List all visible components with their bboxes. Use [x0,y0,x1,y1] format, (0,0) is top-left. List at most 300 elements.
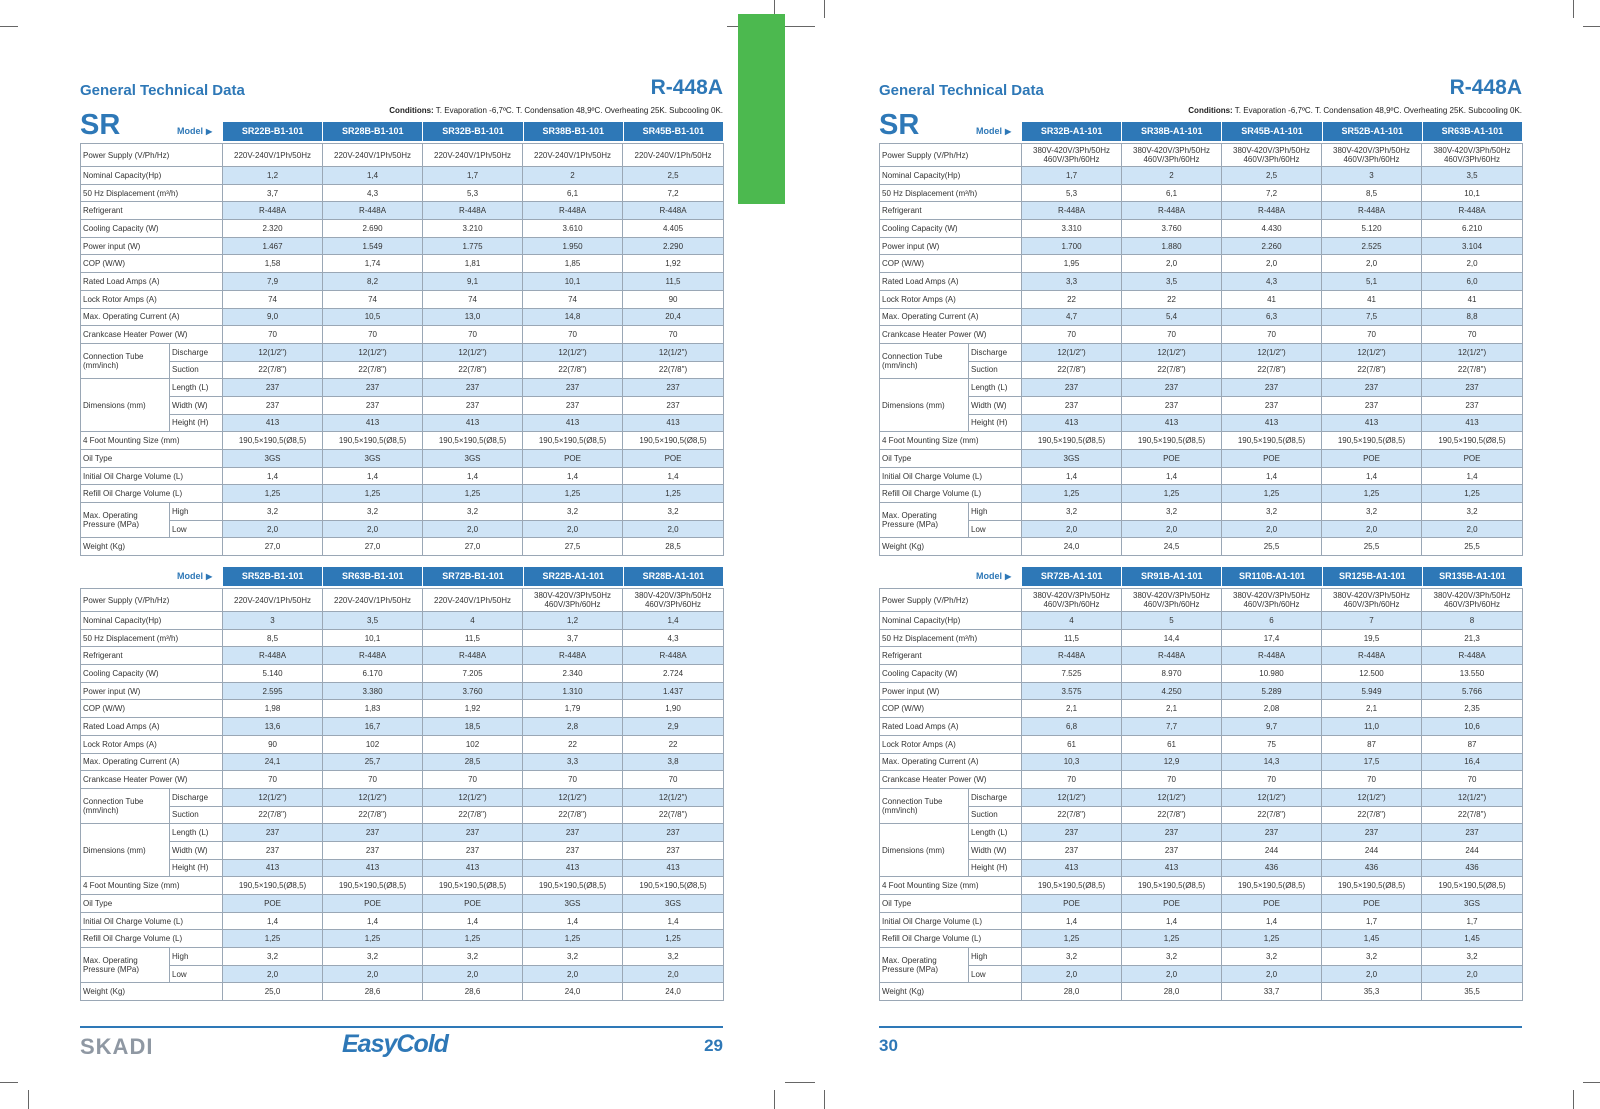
spec-value-cell: 70 [623,326,724,344]
spec-value-cell: 70 [1322,326,1422,344]
spec-value-cell: 6 [1222,612,1322,630]
spec-value-cell: 237 [1022,824,1122,842]
spec-value-cell: 1,25 [323,485,423,503]
spec-value-cell: POE [323,895,423,913]
spec-value-cell: 1,4 [523,467,623,485]
spec-value-cell: 22(7/8") [323,361,423,379]
row-label: 4 Foot Mounting Size (mm) [81,877,223,895]
row-label: COP (W/W) [81,700,223,718]
spec-row [81,753,724,771]
spec-value-cell: 380V-420V/3Ph/50Hz 460V/3Ph/60Hz [1422,144,1523,167]
spec-value-cell: 2.724 [623,665,724,683]
spec-value-cell: 2.340 [523,665,623,683]
spec-value-cell: 1,81 [423,255,523,273]
spec-value-cell: 1,79 [523,700,623,718]
row-label: Weight (Kg) [81,983,223,1001]
easycold-logo: EasyCold [342,1030,448,1058]
spec-value-cell: 70 [1422,771,1523,789]
row-label: Cooling Capacity (W) [81,665,223,683]
row-group-label: Connection Tube (mm/inch) [81,343,170,378]
row-sub-label: Low [969,520,1022,538]
spec-value-cell: 220V-240V/1Ph/50Hz [323,144,423,167]
spec-value-cell: 10,1 [523,273,623,291]
spec-value-cell: 70 [423,326,523,344]
spec-value-cell: 2,0 [223,520,323,538]
spec-row [880,503,1523,521]
spec-value-cell: 1,2 [523,612,623,630]
spec-value-cell: 12(1/2") [1222,343,1322,361]
spec-value-cell: 1.880 [1122,237,1222,255]
spec-value-cell: 237 [623,396,724,414]
row-group-label: Max. Operating Pressure (MPa) [81,948,170,983]
triangle-right-icon: ▶ [206,127,213,136]
spec-value-cell: R-448A [623,647,724,665]
row-label: Initial Oil Charge Volume (L) [880,467,1022,485]
spec-value-cell: 25,0 [223,983,323,1001]
spec-value-cell: 24,0 [1022,538,1122,556]
spec-row [81,629,724,647]
spec-value-cell: 3GS [1422,895,1523,913]
spec-value-cell: 3GS [523,895,623,913]
spec-value-cell: 1,7 [423,167,523,185]
spec-value-cell: 4,3 [323,184,423,202]
model-columns [1021,567,1522,586]
model-column-header: SR28B-A1-101 [623,567,723,586]
spec-value-cell: 2,0 [1222,965,1322,983]
row-sub-label: Width (W) [969,841,1022,859]
row-label: Rated Load Amps (A) [81,273,223,291]
spec-value-cell: 1,4 [223,467,323,485]
spec-value-cell: 2,0 [1422,520,1523,538]
spec-value-cell: 12(1/2") [623,788,724,806]
spec-row [880,343,1523,361]
spec-value-cell: 2,0 [423,520,523,538]
spec-value-cell: 3,2 [223,503,323,521]
spec-row [81,895,724,913]
conditions-text: T. Evaporation -6,7ºC. T. Condensation 48,9ºC. Overheating 25K. Subcooling 0K. [435,106,723,115]
spec-value-cell: 41 [1422,290,1523,308]
spec-value-cell: 190,5×190,5(Ø8,5) [623,877,724,895]
spec-row [880,718,1523,736]
spec-row [81,824,724,842]
spec-value-cell: 237 [1022,396,1122,414]
spec-row [81,859,724,877]
spec-row [880,167,1523,185]
spec-value-cell: 413 [1122,414,1222,432]
spec-value-cell: 2.320 [223,220,323,238]
crop-mark [28,1090,29,1109]
spec-value-cell: 1,25 [223,930,323,948]
spec-row [880,612,1523,630]
model-header-row [80,567,723,586]
spec-row [880,859,1523,877]
row-label: Crankcase Heater Power (W) [81,771,223,789]
spec-value-cell: 1,25 [1122,930,1222,948]
row-group-label: Max. Operating Pressure (MPa) [880,948,969,983]
spec-value-cell: 3,5 [323,612,423,630]
spec-value-cell: 2,9 [623,718,724,736]
spec-value-cell: 74 [323,290,423,308]
spec-value-cell: 2,0 [423,965,523,983]
spec-value-cell: 237 [523,841,623,859]
row-sub-label: High [969,948,1022,966]
model-column-header: SR52B-B1-101 [222,567,322,586]
model-column-header: SR22B-A1-101 [523,567,623,586]
spec-row [880,647,1523,665]
spec-value-cell: 4.405 [623,220,724,238]
spec-value-cell: 190,5×190,5(Ø8,5) [323,877,423,895]
spec-value-cell: 413 [1022,414,1122,432]
row-label: Rated Load Amps (A) [880,273,1022,291]
model-column-header: SR63B-A1-101 [1422,122,1522,141]
conditions-text: T. Evaporation -6,7ºC. T. Condensation 48,9ºC. Overheating 25K. Subcooling 0K. [1234,106,1522,115]
spec-value-cell: 5.766 [1422,682,1523,700]
row-label: 50 Hz Displacement (m³/h) [880,629,1022,647]
spec-value-cell: 2,0 [1422,965,1523,983]
crop-mark [1583,1082,1600,1083]
spec-row [880,930,1523,948]
conditions-label: Conditions: [1188,106,1233,115]
spec-value-cell: 4.250 [1122,682,1222,700]
spec-value-cell: 1,25 [1222,485,1322,503]
row-label: Crankcase Heater Power (W) [81,326,223,344]
spec-value-cell: 190,5×190,5(Ø8,5) [223,877,323,895]
spec-value-cell: 3,8 [623,753,724,771]
spec-value-cell: 12(1/2") [1322,788,1422,806]
row-sub-label: Discharge [969,788,1022,806]
spec-value-cell: 190,5×190,5(Ø8,5) [1422,877,1523,895]
model-column-header: SR45B-B1-101 [623,122,723,141]
spec-value-cell: 8,8 [1422,308,1523,326]
spec-value-cell: R-448A [423,202,523,220]
spec-value-cell: 27,0 [223,538,323,556]
spec-value-cell: 5,1 [1322,273,1422,291]
spec-value-cell: 25,5 [1222,538,1322,556]
spec-value-cell: 380V-420V/3Ph/50Hz 460V/3Ph/60Hz [1222,589,1322,612]
spec-value-cell: R-448A [1222,202,1322,220]
row-label: Power Supply (V/Ph/Hz) [880,589,1022,612]
spec-value-cell: 33,7 [1222,983,1322,1001]
model-column-header: SR72B-B1-101 [422,567,522,586]
row-sub-label: Low [170,965,223,983]
crop-mark [1573,1090,1574,1109]
spec-value-cell: POE [1122,450,1222,468]
spec-value-cell: 237 [623,824,724,842]
spec-value-cell: 3.310 [1022,220,1122,238]
model-header-row [80,122,723,141]
spec-value-cell: 12(1/2") [1022,788,1122,806]
spec-value-cell: R-448A [623,202,724,220]
spec-value-cell: 1,25 [623,930,724,948]
spec-value-cell: 24,1 [223,753,323,771]
spec-value-cell: R-448A [1422,647,1523,665]
spec-value-cell: 2,08 [1222,700,1322,718]
model-columns [1021,122,1522,141]
spec-value-cell: 2,0 [1122,965,1222,983]
spec-value-cell: 8 [1422,612,1523,630]
spec-block [879,122,1522,556]
spec-value-cell: 3,2 [423,948,523,966]
spec-value-cell: 20,4 [623,308,724,326]
spec-value-cell: 413 [223,414,323,432]
spec-value-cell: 237 [423,841,523,859]
row-label: Refill Oil Charge Volume (L) [880,930,1022,948]
spec-value-cell: 1,4 [623,912,724,930]
spec-value-cell: 3,5 [1122,273,1222,291]
conditions-note [1188,106,1522,115]
spec-value-cell: 413 [523,859,623,877]
row-label: Power input (W) [880,682,1022,700]
spec-value-cell: 13,0 [423,308,523,326]
spec-value-cell: 237 [1122,379,1222,397]
spec-value-cell: 237 [623,841,724,859]
spec-value-cell: 28,6 [423,983,523,1001]
spec-row [81,589,724,612]
page-title: General Technical Data [879,82,1044,99]
spec-value-cell: POE [1322,895,1422,913]
spec-value-cell: 90 [223,735,323,753]
spec-value-cell: 12.500 [1322,665,1422,683]
spec-row [81,432,724,450]
spec-value-cell: 27,0 [423,538,523,556]
spec-value-cell: 12(1/2") [323,343,423,361]
spec-row [880,273,1523,291]
spec-value-cell: 70 [523,326,623,344]
spec-value-cell: 22(7/8") [623,806,724,824]
footer-rule [80,1026,723,1028]
spec-value-cell: 14,3 [1222,753,1322,771]
spec-value-cell: R-448A [223,647,323,665]
spec-value-cell: 1,7 [1322,912,1422,930]
spec-value-cell: 4,3 [1222,273,1322,291]
spec-value-cell: 6,0 [1422,273,1523,291]
spec-value-cell: 22(7/8") [1322,806,1422,824]
crop-mark [785,1082,815,1083]
spec-value-cell: 8,5 [1322,184,1422,202]
spec-value-cell: 190,5×190,5(Ø8,5) [1022,432,1122,450]
spec-value-cell: 220V-240V/1Ph/50Hz [423,589,523,612]
spec-value-cell: 22 [623,735,724,753]
row-group-label: Dimensions (mm) [880,824,969,877]
spec-value-cell: 3.575 [1022,682,1122,700]
spec-value-cell: 18,5 [423,718,523,736]
spec-value-cell: 1,4 [1222,467,1322,485]
spec-value-cell: 190,5×190,5(Ø8,5) [423,877,523,895]
spec-value-cell: 11,0 [1322,718,1422,736]
spec-value-cell: 13,6 [223,718,323,736]
spec-value-cell: 22(7/8") [523,361,623,379]
spec-value-cell: 2 [1122,167,1222,185]
row-sub-label: Width (W) [170,841,223,859]
spec-value-cell: 35,5 [1422,983,1523,1001]
spec-value-cell: 413 [623,414,724,432]
spec-value-cell: 1,2 [223,167,323,185]
spec-value-cell: POE [1322,450,1422,468]
spec-value-cell: 237 [223,379,323,397]
spec-value-cell: 3,2 [523,503,623,521]
spec-value-cell: 28,0 [1022,983,1122,1001]
spec-value-cell: 2,0 [323,965,423,983]
spec-value-cell: 380V-420V/3Ph/50Hz 460V/3Ph/60Hz [623,589,724,612]
spec-row [81,503,724,521]
spec-value-cell: 237 [523,396,623,414]
spec-row [81,396,724,414]
spec-value-cell: 4.430 [1222,220,1322,238]
row-label: Refill Oil Charge Volume (L) [81,485,223,503]
spec-value-cell: 3,2 [523,948,623,966]
spec-value-cell: 8.970 [1122,665,1222,683]
spec-value-cell: 2,0 [1322,520,1422,538]
spec-value-cell: 3,2 [1022,503,1122,521]
spec-value-cell: 8,2 [323,273,423,291]
row-sub-label: Suction [969,806,1022,824]
model-column-header: SR45B-A1-101 [1221,122,1321,141]
spec-value-cell: 61 [1022,735,1122,753]
spec-value-cell: 6,1 [1122,184,1222,202]
spec-value-cell: 41 [1322,290,1422,308]
model-columns [222,567,723,586]
spec-value-cell: 5.949 [1322,682,1422,700]
spec-value-cell: 1,25 [1122,485,1222,503]
spec-value-cell: 12(1/2") [623,343,724,361]
spec-row [81,841,724,859]
row-label: Refill Oil Charge Volume (L) [880,485,1022,503]
spec-value-cell: R-448A [323,647,423,665]
spec-value-cell: 75 [1222,735,1322,753]
triangle-right-icon: ▶ [206,572,213,581]
spec-value-cell: 190,5×190,5(Ø8,5) [423,432,523,450]
spec-value-cell: 244 [1322,841,1422,859]
row-group-label: Max. Operating Pressure (MPa) [81,503,170,538]
spec-value-cell: 9,1 [423,273,523,291]
spec-value-cell: 1,25 [1422,485,1523,503]
spec-value-cell: 28,6 [323,983,423,1001]
conditions-note [389,106,723,115]
model-column-header: SR32B-B1-101 [422,122,522,141]
spec-value-cell: 413 [323,414,423,432]
spec-row [81,237,724,255]
spec-value-cell: 7,5 [1322,308,1422,326]
spec-row [880,396,1523,414]
spec-value-cell: 1.467 [223,237,323,255]
spec-value-cell: 22(7/8") [1022,806,1122,824]
spec-value-cell: 190,5×190,5(Ø8,5) [323,432,423,450]
spec-value-cell: 3GS [323,450,423,468]
spec-row [81,343,724,361]
spec-value-cell: 1.437 [623,682,724,700]
spec-value-cell: 87 [1422,735,1523,753]
spec-value-cell: 413 [623,859,724,877]
spec-value-cell: 1,7 [1422,912,1523,930]
spec-value-cell: 2,8 [523,718,623,736]
spec-row [880,255,1523,273]
row-label: Initial Oil Charge Volume (L) [81,912,223,930]
spec-value-cell: 5.120 [1322,220,1422,238]
spec-value-cell: 1,25 [423,930,523,948]
row-label: Nominal Capacity(Hp) [81,612,223,630]
spec-value-cell: 380V-420V/3Ph/50Hz 460V/3Ph/60Hz [1322,589,1422,612]
row-label: Lock Rotor Amps (A) [81,735,223,753]
spec-value-cell: R-448A [1322,202,1422,220]
spec-value-cell: 10.980 [1222,665,1322,683]
spec-block [80,567,723,1001]
row-label: Oil Type [81,450,223,468]
spec-value-cell: 22(7/8") [1122,806,1222,824]
row-label: Oil Type [880,895,1022,913]
model-column-header: SR110B-A1-101 [1221,567,1321,586]
spec-value-cell: 380V-420V/3Ph/50Hz 460V/3Ph/60Hz [1422,589,1523,612]
spec-value-cell: 237 [623,379,724,397]
spec-value-cell: 6.170 [323,665,423,683]
spec-value-cell: 1,25 [1022,485,1122,503]
model-column-header: SR125B-A1-101 [1322,567,1422,586]
spec-value-cell: 237 [1422,379,1523,397]
spec-row [880,912,1523,930]
spec-value-cell: 237 [323,824,423,842]
spec-value-cell: 1,25 [523,485,623,503]
spec-row [81,965,724,983]
spec-row [880,771,1523,789]
spec-value-cell: 1,85 [523,255,623,273]
spec-value-cell: 25,5 [1422,538,1523,556]
row-label: Power Supply (V/Ph/Hz) [81,144,223,167]
spec-value-cell: 2,0 [1022,965,1122,983]
spec-value-cell: 220V-240V/1Ph/50Hz [623,144,724,167]
row-label: Refill Oil Charge Volume (L) [81,930,223,948]
crop-mark [1573,0,1574,18]
spec-value-cell: 190,5×190,5(Ø8,5) [623,432,724,450]
spec-value-cell: 24,0 [623,983,724,1001]
spec-value-cell: 12(1/2") [1022,343,1122,361]
spec-value-cell: 61 [1122,735,1222,753]
spec-value-cell: 22(7/8") [1222,361,1322,379]
spec-value-cell: 74 [523,290,623,308]
spec-value-cell: 24,5 [1122,538,1222,556]
spec-value-cell: 1,4 [1022,467,1122,485]
spec-row [880,379,1523,397]
spec-value-cell: 3,2 [1422,503,1523,521]
spec-value-cell: 1,25 [1322,485,1422,503]
spec-value-cell: 380V-420V/3Ph/50Hz 460V/3Ph/60Hz [523,589,623,612]
spec-value-cell: 102 [323,735,423,753]
spec-value-cell: 2,5 [623,167,724,185]
spec-value-cell: 7,9 [223,273,323,291]
page-number: 30 [879,1036,898,1055]
spec-value-cell: 70 [323,326,423,344]
spec-value-cell: 6,8 [1022,718,1122,736]
spec-value-cell: 237 [1422,824,1523,842]
spec-value-cell: 190,5×190,5(Ø8,5) [523,877,623,895]
spec-row [880,753,1523,771]
triangle-right-icon: ▶ [1005,572,1012,581]
spec-value-cell: 5 [1122,612,1222,630]
spec-value-cell: 2,0 [223,965,323,983]
spec-value-cell: 190,5×190,5(Ø8,5) [1322,432,1422,450]
row-sub-label: Height (H) [170,414,223,432]
spec-row [880,824,1523,842]
crop-mark [774,1090,775,1109]
spec-row [81,326,724,344]
crop-mark [0,1082,18,1083]
spec-value-cell: POE [223,895,323,913]
spec-value-cell: 2,0 [623,520,724,538]
spec-value-cell: 1,98 [223,700,323,718]
spec-row [880,948,1523,966]
spec-value-cell: 10,1 [1422,184,1523,202]
spec-row [880,965,1523,983]
spec-value-cell: 2.595 [223,682,323,700]
row-label: 50 Hz Displacement (m³/h) [880,184,1022,202]
